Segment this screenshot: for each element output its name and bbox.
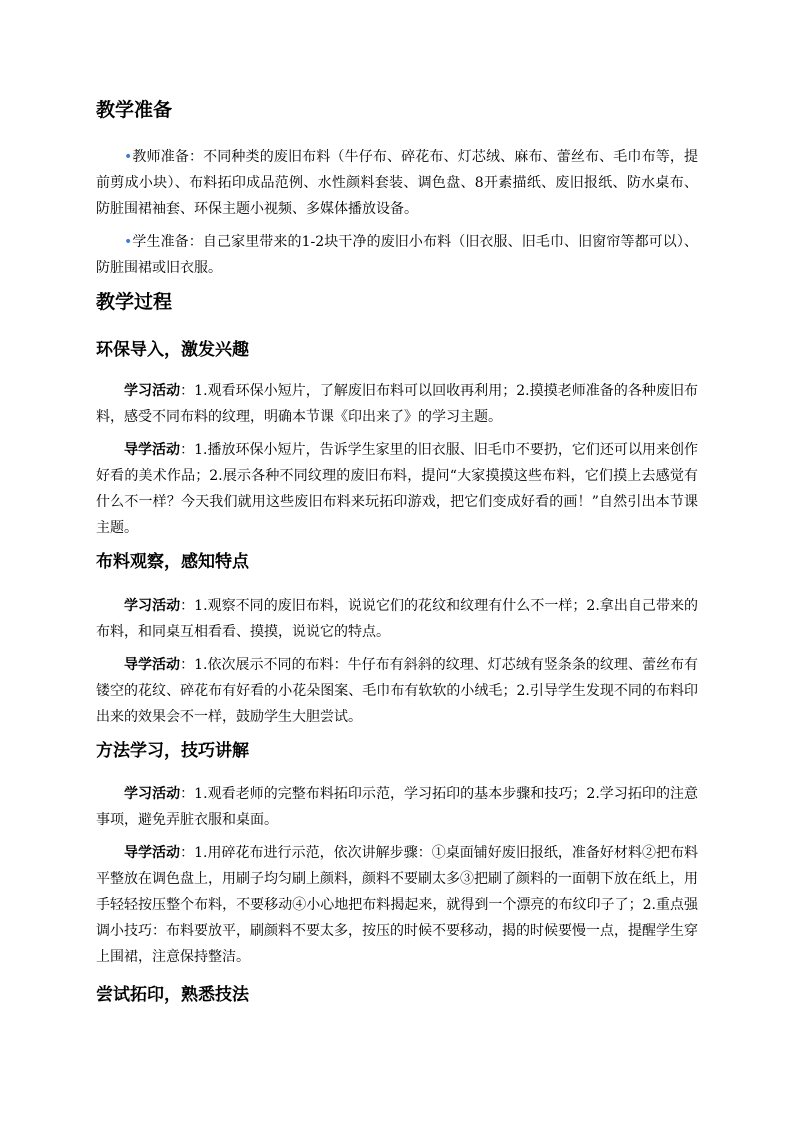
heading-section-3: 方法学习，技巧讲解: [96, 741, 249, 761]
bullet-icon: •: [124, 149, 133, 165]
paragraph-s1-guide: 导学活动：1.播放环保小短片，告诉学生家里的旧衣服、旧毛巾不要扔，它们还可以用来创作好看的美术作品；2.展示各种不同纹理的废旧布料，提问“大家摸摸这些布料，它们摸上去感觉有什么不一样？今天我们就用这些废旧布料来玩拓印游戏，把它们变成好看的画！”自然引出本节课主题。: [96, 442, 699, 536]
paragraph-student-prep: •学生准备：自己家里带来的1-2块干净的废旧小布料（旧衣服、旧毛巾、旧窗帘等都可以）、防脏围裙或旧衣服。: [96, 234, 698, 276]
paragraph-teacher-prep: •教师准备：不同种类的废旧布料（牛仔布、碎花布、灯芯绒、麻布、蕾丝布、毛巾布等，提前剪成小块）、布料拓印成品范例、水性颜料套装、调色盘、8开素描纸、废旧报纸、防水桌布、防脏围裙袖套、环保主题小视频、多媒体播放设备。: [96, 149, 698, 217]
paragraph-s1-learn: 学习活动：1.观看环保小短片，了解废旧布料可以回收再利用；2.摸摸老师准备的各种废旧布料，感受不同布料的纹理，明确本节课《印出来了》的学习主题。: [96, 383, 699, 425]
heading-section-4: 尝试拓印，熟悉技法: [96, 985, 249, 1005]
heading-section-1: 环保导入，激发兴趣: [96, 340, 249, 360]
bullet-icon: •: [124, 234, 133, 250]
heading-process: 教学过程: [96, 291, 173, 313]
paragraph-s3-guide: 导学活动：1.用碎花布进行示范，依次讲解步骤：①桌面铺好废旧报纸，准备好材料②把布料平整放在调色盘上，用刷子均匀刷上颜料，颜料不要刷太多③把刷了颜料的一面朝下放在纸上，用手轻轻按压整个布料，不要移动④小心地把布料揭起来，就得到一个漂亮的布纹印子了；2.重点强调小技巧：布料要放平，刷颜料不要太多，按压的时候不要移动，揭的时候要慢一点，提醒学生穿上围裙，注意保持整洁。: [96, 845, 699, 965]
paragraph-s2-learn: 学习活动：1.观察不同的废旧布料，说说它们的花纹和纹理有什么不一样；2.拿出自己带来的布料，和同桌互相看看、摸摸，说说它的特点。: [96, 598, 699, 640]
heading-section-2: 布料观察，感知特点: [96, 552, 249, 572]
heading-prep: 教学准备: [96, 99, 173, 121]
paragraph-s2-guide: 导学活动：1.依次展示不同的布料：牛仔布有斜斜的纹理、灯芯绒有竖条条的纹理、蕾丝布有镂空的花纹、碎花布有好看的小花朵图案、毛巾布有软软的小绒毛；2.引导学生发现不同的布料印出来的效果会不一样，鼓励学生大胆尝试。: [96, 657, 699, 725]
paragraph-s3-learn: 学习活动：1.观看老师的完整布料拓印示范，学习拓印的基本步骤和技巧；2.学习拓印的注意事项，避免弄脏衣服和桌面。: [96, 786, 699, 828]
